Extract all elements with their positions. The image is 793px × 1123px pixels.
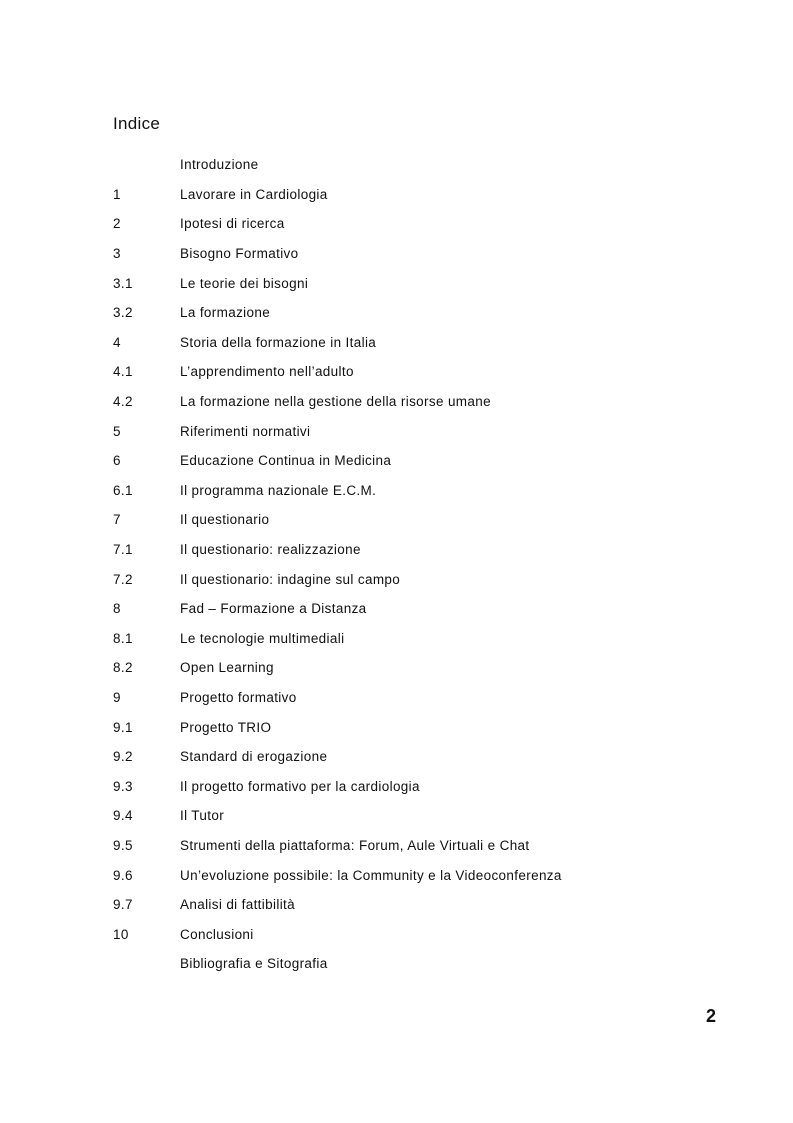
toc-entry	[113, 801, 673, 831]
toc-entry-number: 4.2	[113, 394, 133, 410]
toc-entry	[113, 357, 673, 387]
toc-entry	[113, 890, 673, 920]
toc-entry-number: 9.1	[113, 719, 133, 735]
page-number: 2	[705, 1006, 716, 1026]
toc-entry-label: La formazione nella gestione della risorse umane	[180, 394, 491, 410]
toc-entry	[113, 387, 673, 417]
toc-entry-label: Il Tutor	[180, 808, 225, 824]
toc-entry-number: 1	[113, 186, 121, 202]
toc-entry	[113, 742, 673, 772]
toc-entry-number: 4	[113, 334, 121, 350]
toc-entry-number: 3.2	[113, 305, 133, 321]
toc-entry-label: Open Learning	[180, 660, 274, 676]
toc-entry-label: Il progetto formativo per la cardiologia	[180, 778, 420, 794]
toc-entry	[113, 564, 673, 594]
toc-entry-number: 7	[113, 512, 121, 528]
toc-entry-number: 6	[113, 453, 121, 469]
toc-entry-number: 5	[113, 423, 121, 439]
toc-entry	[113, 298, 673, 328]
toc-entry-number: 3.1	[113, 275, 133, 291]
toc-entry	[113, 624, 673, 654]
toc-entry	[113, 594, 673, 624]
toc-entry	[113, 771, 673, 801]
toc-entry	[113, 446, 673, 476]
toc-entry-label: Il questionario	[180, 512, 270, 528]
toc-entry	[113, 180, 673, 210]
toc-entry	[113, 416, 673, 446]
toc-entry	[113, 239, 673, 269]
toc-entry	[113, 328, 673, 358]
toc-entry	[113, 150, 673, 180]
toc-entry	[113, 949, 673, 979]
toc-entry-number: 2	[113, 216, 121, 232]
toc-entry-label: Progetto TRIO	[180, 719, 272, 735]
toc-entry-label: Bibliografia e Sitografia	[180, 956, 328, 972]
toc-entry-number: 9.6	[113, 867, 133, 883]
toc-entry-label: Progetto formativo	[180, 689, 297, 705]
toc-entry-label: Analisi di fattibilità	[180, 897, 296, 913]
page-title: Indice	[113, 114, 161, 133]
toc-entry	[113, 505, 673, 535]
toc-entry-number: 8.1	[113, 630, 133, 646]
toc-entry	[113, 209, 673, 239]
toc-entry-number: 8.2	[113, 660, 133, 676]
toc-entry	[113, 712, 673, 742]
toc-entry-number: 4.1	[113, 364, 133, 380]
toc-entry-label: Bisogno Formativo	[180, 246, 299, 262]
toc-entry-label: Il questionario: indagine sul campo	[180, 571, 401, 587]
toc-entry-label: Le tecnologie multimediali	[180, 630, 345, 646]
toc-entry	[113, 860, 673, 890]
toc-entry-number: 3	[113, 246, 121, 262]
table-of-contents	[113, 150, 673, 979]
toc-entry-number: 7.1	[113, 542, 133, 558]
toc-entry-number: 6.1	[113, 482, 133, 498]
toc-entry-number: 7.2	[113, 571, 133, 587]
toc-entry-number: 10	[113, 926, 129, 942]
toc-entry-number: 9.4	[113, 808, 133, 824]
toc-entry-label: Il programma nazionale E.C.M.	[180, 482, 377, 498]
toc-entry-label: Standard di erogazione	[180, 749, 328, 765]
toc-entry-number: 9.7	[113, 897, 133, 913]
toc-entry	[113, 535, 673, 565]
toc-entry-label: Educazione Continua in Medicina	[180, 453, 392, 469]
toc-entry-label: Lavorare in Cardiologia	[180, 186, 328, 202]
toc-entry-number: 9	[113, 689, 121, 705]
toc-entry-number: 9.3	[113, 778, 133, 794]
toc-entry-number: 9.2	[113, 749, 133, 765]
toc-entry-label: Le teorie dei bisogni	[180, 275, 309, 291]
toc-entry-label: Riferimenti normativi	[180, 423, 311, 439]
toc-entry-number: 8	[113, 601, 121, 617]
toc-entry-label: Storia della formazione in Italia	[180, 334, 377, 350]
toc-entry-label: Fad – Formazione a Distanza	[180, 601, 367, 617]
toc-entry-label: Strumenti della piattaforma: Forum, Aule Virtuali e Chat	[180, 837, 530, 853]
toc-entry-label: Ipotesi di ricerca	[180, 216, 285, 232]
toc-entry	[113, 919, 673, 949]
toc-entry	[113, 653, 673, 683]
toc-entry-label: L’apprendimento nell’adulto	[180, 364, 354, 380]
toc-entry	[113, 268, 673, 298]
toc-entry-label: Il questionario: realizzazione	[180, 542, 361, 558]
toc-entry-label: Un’evoluzione possibile: la Community e la Videoconferenza	[180, 867, 562, 883]
toc-entry	[113, 476, 673, 506]
toc-entry	[113, 683, 673, 713]
toc-entry	[113, 831, 673, 861]
toc-entry-label: Conclusioni	[180, 926, 254, 942]
toc-entry-number: 9.5	[113, 837, 133, 853]
toc-entry-label: La formazione	[180, 305, 271, 321]
toc-entry-label: Introduzione	[180, 157, 259, 173]
